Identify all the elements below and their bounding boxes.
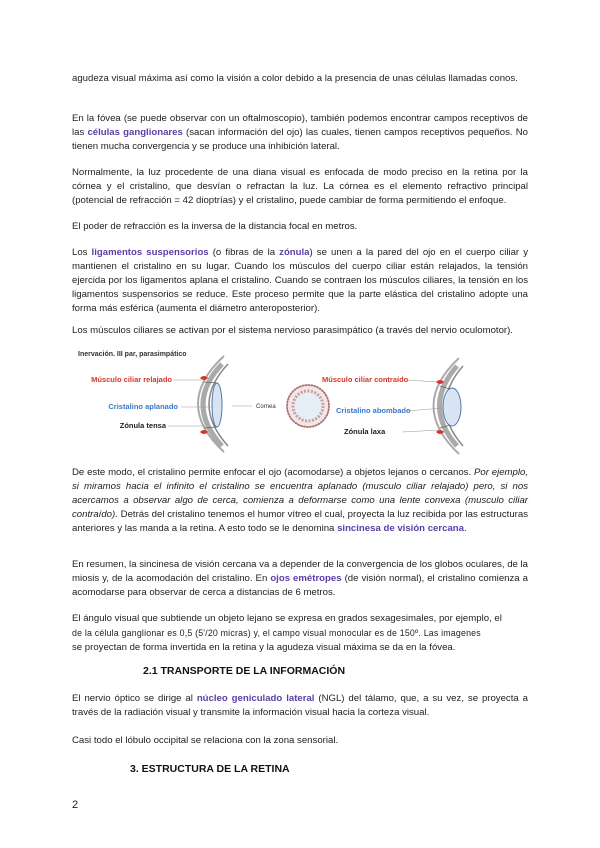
- accommodation-figure: [72, 346, 528, 456]
- term-sincinesa: sincinesa de visión cercana: [337, 523, 464, 534]
- label-zonula-laxa: Zónula laxa: [344, 427, 386, 436]
- paragraph-parasimpatico: Los músculos ciliares se activan por el sistema nervioso parasimpático (a través del nervio oculomotor).: [72, 325, 513, 336]
- lens-front-view: [287, 385, 329, 427]
- eye-contracted-diagram: [434, 358, 464, 454]
- term-zonula: zónula: [279, 247, 310, 258]
- paragraph-refraccion: Normalmente, la luz procedente de una diana visual es enfocada de modo preciso en la retina por la córnea y el cristalino, que desvían o refractan la luz. La córnea es el elemento refractivo principal (potencial de refracción = 42 dioptrías) y el cristalino, puede cambiar de forma permitiendo el enfoque.: [72, 167, 528, 206]
- paragraph-acomodacion: De este modo, el cristalino permite enfocar el ojo (acomodarse) a objetos lejanos o cercanos. Por ejemplo, si miramos hacia el infinito el cristalino se encuentra aplanado (musculo ciliar relajado) pero, si nos acercamos a observar algo de cerca, comienza a deformarse como una lente convexa (musculo ciliar contraído). Detrás del cristalino tenemos el humor vítreo el cual, proyecta la luz recibida por las estructuras anteriores y las manda a la retina. A esto todo se le denomina sincinesa de visión cercana.: [72, 467, 528, 534]
- label-cristalino-abombado: Cristalino abombado: [336, 406, 411, 415]
- paragraph-ligamentos: Los ligamentos suspensorios (o fibras de la zónula) se unen a la pared del ojo en el cuerpo ciliar y mantienen el cristalino en su lugar. Cuando los músculos del cuerpo ciliar están relajados, la tensión ejercida por los ligamentos aplana el cristalino. Cuando se contraen los músculos ciliares, la tensión en los ligamentos suspensorios se reduce. Este proceso permite que la parte elástica del cristalino adopte una forma más esférica (aumenta el diámetro anteroposterior).: [72, 247, 528, 314]
- heading-transporte: 2.1 TRANSPORTE DE LA INFORMACIÓN: [143, 665, 346, 677]
- eye-relaxed-diagram: [198, 356, 228, 452]
- label-cornea: Cornea: [256, 404, 276, 410]
- term-ojos-emetropes: ojos emétropes: [270, 573, 342, 584]
- paragraph-ngl: El nervio óptico se dirige al núcleo geniculado lateral (NGL) del tálamo, que, a su vez, se proyecta a través de la radiación visual y transmite la información visual hacia la corteza visual.: [72, 693, 528, 718]
- paragraph-poder-refraccion: El poder de refracción es la inversa de la distancia focal en metros.: [72, 221, 358, 232]
- paragraph-angulo-visual: El ángulo visual que subtiende un objeto lejano se expresa en grados sexagesimales, por ejemplo, el de la célula ganglionar es 0,5 (5'/20 micras) y, el campo visual monocular es de 150º. Las imagenes se proyectan de forma invertida en la retina y la agudeza visual máxima se da en la fóvea.: [72, 613, 502, 653]
- term-celulas-ganglionares: células ganglionares: [87, 127, 183, 138]
- page-number: 2: [72, 799, 79, 811]
- paragraph-resumen: En resumen, la sincinesa de visión cercana va a depender de la convergencia de los globos oculares, de la miosis y, de la acomodación del cristalino. En ojos emétropes (de visión normal), el cristalino comienza a acomodarse para observar de cerca a distancias de 6 metros.: [72, 559, 528, 598]
- label-cristalino-aplanado: Cristalino aplanado: [108, 402, 178, 411]
- label-zonula-tensa: Zónula tensa: [119, 421, 166, 430]
- paragraph-text: agudeza visual máxima así como la visión a color debido a la presencia de unas células llamadas conos.: [72, 73, 518, 84]
- heading-estructura-retina: 3. ESTRUCTURA DE LA RETINA: [130, 763, 290, 775]
- label-musculo-contraido: Músculo ciliar contraído: [322, 375, 409, 384]
- figure-title: Inervación. III par, parasimpático: [78, 351, 187, 358]
- paragraph-occipital: Casi todo el lóbulo occipital se relaciona con la zona sensorial.: [72, 735, 339, 746]
- paragraph-conos: [72, 72, 528, 86]
- term-ngl: núcleo geniculado lateral: [196, 693, 315, 704]
- paragraph-fovea: En la fóvea (se puede observar con un oftalmoscopio), también podemos encontrar campos receptivos de las células ganglionares (sacan información del ojo) las cuales, tienen campos receptivos pequeños. No tienen mucha convergencia y se produce una inhibición lateral.: [72, 113, 528, 152]
- label-musculo-relajado: Músculo ciliar relajado: [91, 375, 172, 384]
- term-ligamentos-suspensorios: ligamentos suspensorios: [91, 247, 209, 258]
